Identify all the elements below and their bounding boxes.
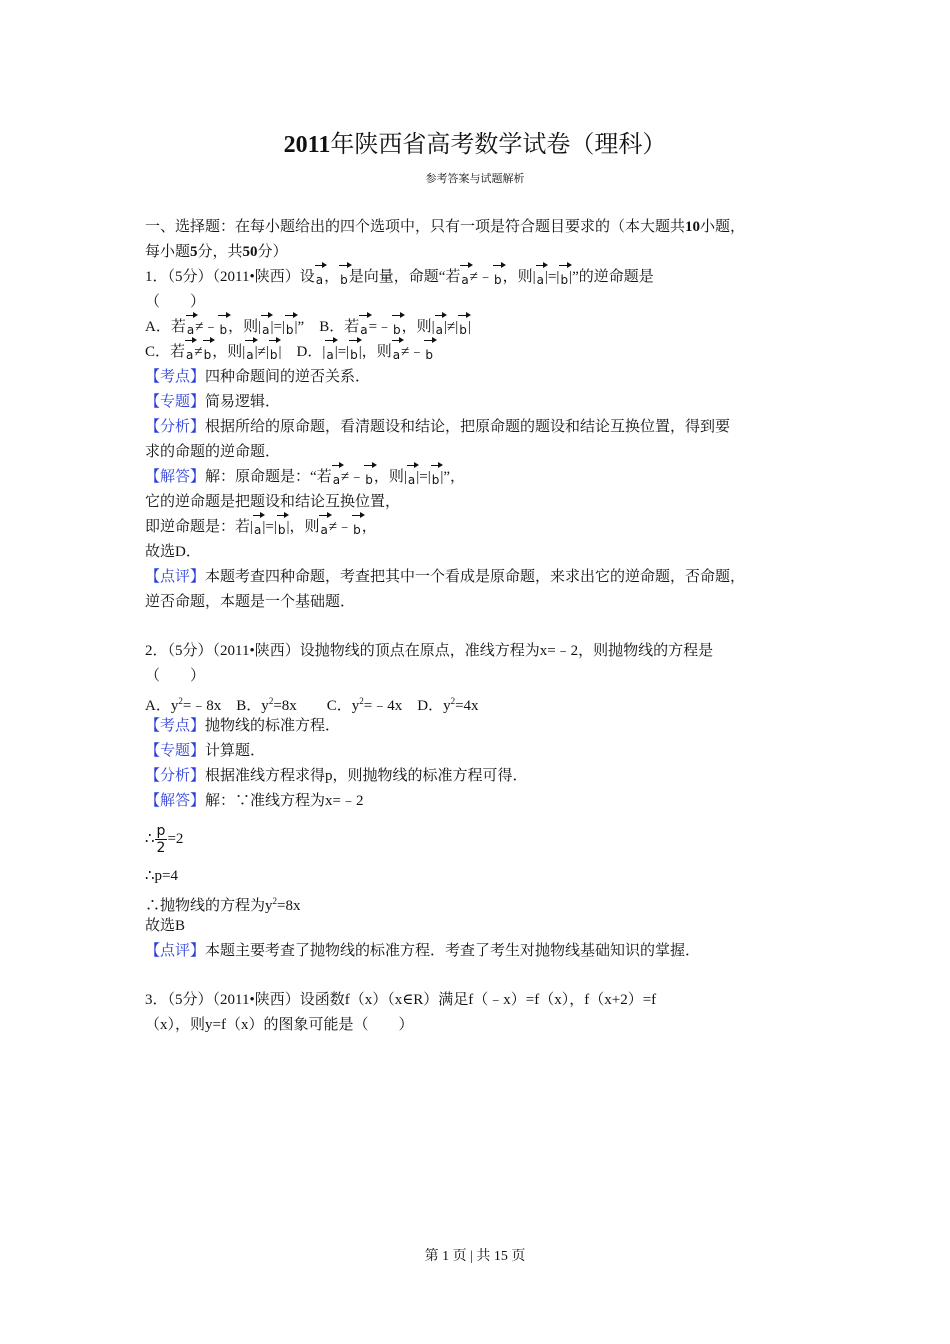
text-run: ，则| bbox=[212, 344, 246, 360]
text-run: （ ） bbox=[145, 294, 206, 310]
text-run: =﹣8x B．y bbox=[182, 698, 269, 714]
numerator: p bbox=[156, 823, 166, 840]
text-line bbox=[145, 914, 815, 939]
text-run: |=| bbox=[544, 269, 560, 285]
text-line bbox=[145, 764, 815, 789]
text-run: 小题， bbox=[700, 219, 746, 235]
text-run: |=| bbox=[262, 519, 277, 535]
superscript: 2 bbox=[178, 696, 183, 706]
text-run: =4x bbox=[455, 698, 479, 714]
text-run: |≠| bbox=[254, 344, 269, 360]
vector-symbol: a bbox=[536, 268, 545, 293]
vector-symbol: b bbox=[493, 268, 503, 293]
section-label: 【专题】 bbox=[145, 394, 206, 410]
text-line bbox=[145, 590, 815, 615]
text-run: 即逆命题是：若| bbox=[145, 519, 254, 535]
text-run: =2 bbox=[167, 831, 184, 847]
vector-symbol: b bbox=[424, 343, 434, 368]
bold-number: 50 bbox=[242, 244, 258, 260]
text-line bbox=[145, 889, 815, 914]
vector-symbol: b bbox=[392, 318, 402, 343]
text-run: ∴抛物线的方程为y bbox=[145, 898, 273, 914]
vector-symbol: a bbox=[319, 518, 328, 543]
text-line bbox=[145, 988, 815, 1013]
text-run: 是向量，命题“若 bbox=[348, 269, 461, 285]
vector-symbol: a bbox=[186, 318, 195, 343]
text-run: |”， bbox=[440, 469, 466, 485]
text-run: | bbox=[467, 319, 471, 335]
text-line bbox=[145, 240, 815, 265]
superscript: 2 bbox=[359, 696, 364, 706]
vector-symbol: a bbox=[460, 268, 469, 293]
document-body bbox=[145, 215, 815, 1038]
section-label: 【考点】 bbox=[145, 718, 206, 734]
text-run: 分） bbox=[257, 244, 288, 260]
vector-symbol: b bbox=[352, 518, 362, 543]
text-line bbox=[145, 340, 815, 365]
text-line bbox=[145, 689, 815, 714]
text-run: =﹣4x D．y bbox=[363, 698, 451, 714]
denominator: 2 bbox=[156, 840, 166, 857]
superscript: 2 bbox=[268, 696, 274, 706]
vector-symbol: b bbox=[339, 268, 349, 293]
text-run: =8x bbox=[277, 898, 301, 914]
text-run: |” B．若 bbox=[294, 319, 360, 335]
text-run: C．若 bbox=[145, 344, 186, 360]
text-run: ≠﹣ bbox=[341, 469, 365, 485]
text-run: A．y bbox=[145, 698, 179, 714]
text-run: 四种命题间的逆否关系． bbox=[205, 369, 371, 385]
text-run: 1．（5分）（2011•陕西）设 bbox=[145, 269, 315, 285]
text-run: ∴ bbox=[145, 831, 155, 847]
vector-symbol: a bbox=[392, 343, 401, 368]
vector-symbol: a bbox=[407, 468, 416, 493]
text-line bbox=[145, 639, 815, 664]
vector-symbol: b bbox=[458, 318, 468, 343]
vector-symbol: a bbox=[435, 318, 444, 343]
text-run: （ ） bbox=[145, 668, 206, 684]
text-line bbox=[145, 215, 815, 240]
text-run: 简易逻辑． bbox=[205, 394, 281, 410]
section-label: 【分析】 bbox=[145, 768, 206, 784]
vector-symbol: a bbox=[332, 468, 341, 493]
text-run: 分，共 bbox=[197, 244, 243, 260]
text-run: 每小题 bbox=[145, 244, 191, 260]
vector-symbol: a bbox=[359, 318, 368, 343]
text-run: |，则 bbox=[358, 344, 392, 360]
text-line bbox=[145, 490, 815, 515]
text-line bbox=[145, 440, 815, 465]
section-label: 【专题】 bbox=[145, 743, 206, 759]
text-run: =8x C．y bbox=[273, 698, 360, 714]
vector-symbol: b bbox=[277, 518, 287, 543]
vector-symbol: a bbox=[325, 343, 334, 368]
text-line bbox=[145, 864, 815, 889]
text-run: ≠﹣ bbox=[195, 319, 219, 335]
text-run: |”的逆命题是 bbox=[569, 269, 654, 285]
text-run: |=| bbox=[334, 344, 350, 360]
vector-symbol: a bbox=[261, 318, 270, 343]
section-label: 【点评】 bbox=[145, 569, 206, 585]
text-run: ，则| bbox=[502, 269, 536, 285]
vector-symbol: b bbox=[269, 343, 279, 368]
text-line bbox=[145, 964, 815, 988]
text-run: （x），则y=f（x）的图象可能是（ ） bbox=[145, 1017, 414, 1033]
text-run: | D．| bbox=[278, 344, 326, 360]
text-line bbox=[145, 315, 815, 340]
text-run: 抛物线的标准方程． bbox=[205, 718, 341, 734]
vector-symbol: a bbox=[185, 343, 194, 368]
text-line bbox=[145, 515, 815, 540]
text-line bbox=[145, 939, 815, 964]
text-run: 本题主要考查了抛物线的标准方程．考查了考生对抛物线基础知识的掌握． bbox=[205, 943, 701, 959]
text-run: ∴p=4 bbox=[145, 868, 179, 884]
text-run: =﹣ bbox=[368, 319, 393, 335]
text-run: |，则 bbox=[286, 519, 320, 535]
text-run: 一、选择题：在每小题给出的四个选项中，只有一项是符合题目要求的（本大题共 bbox=[145, 219, 686, 235]
text-run: 2．（5分）（2011•陕西）设抛物线的顶点在原点，准线方程为x=﹣2，则抛物线的方程是 bbox=[145, 643, 714, 659]
text-run: 根据准线方程求得p，则抛物线的标准方程可得． bbox=[205, 768, 528, 784]
text-line bbox=[145, 565, 815, 590]
vector-symbol: b bbox=[218, 318, 228, 343]
text-line bbox=[145, 615, 815, 639]
vector-symbol: b bbox=[349, 343, 359, 368]
text-line bbox=[145, 265, 815, 290]
text-run: 故选B bbox=[145, 918, 186, 934]
text-run: 它的逆命题是把题设和结论互换位置， bbox=[145, 494, 401, 510]
vector-symbol: b bbox=[559, 268, 569, 293]
text-line bbox=[145, 290, 815, 315]
text-run: 3．（5分）（2011•陕西）设函数f（x）（x∈R）满足f（﹣x）=f（x），f（x+2）=f bbox=[145, 992, 657, 1008]
vector-symbol: a bbox=[315, 268, 324, 293]
text-run: 本题考查四种命题，考查把其中一个看成是原命题，来求出它的逆命题，否命题， bbox=[205, 569, 746, 585]
superscript: 2 bbox=[272, 896, 278, 906]
vector-symbol: b bbox=[431, 468, 441, 493]
text-run: ，则| bbox=[373, 469, 407, 485]
text-run: ≠﹣ bbox=[401, 344, 425, 360]
page-footer: 第 1 页 | 共 15 页 bbox=[424, 1249, 526, 1264]
vector-symbol: a bbox=[253, 518, 262, 543]
bold-number: 10 bbox=[685, 219, 701, 235]
text-run: 根据所给的原命题，看清题设和结论，把原命题的题设和结论互换位置，得到要 bbox=[205, 419, 731, 435]
text-run: ≠ bbox=[194, 344, 203, 360]
text-line bbox=[145, 814, 815, 864]
text-run: |≠| bbox=[444, 319, 459, 335]
text-line bbox=[145, 415, 815, 440]
text-run: |=| bbox=[416, 469, 431, 485]
superscript: 2 bbox=[450, 696, 456, 706]
vector-symbol: a bbox=[245, 343, 254, 368]
section-label: 【解答】 bbox=[145, 469, 206, 485]
vector-symbol: b bbox=[285, 318, 295, 343]
text-run: ，则| bbox=[228, 319, 262, 335]
title-text: 年陕西省高考数学试卷（理科） bbox=[330, 132, 667, 158]
section-label: 【分析】 bbox=[145, 419, 206, 435]
text-run: ， bbox=[324, 269, 340, 285]
section-label: 【考点】 bbox=[145, 369, 206, 385]
section-label: 【点评】 bbox=[145, 943, 206, 959]
text-run: 计算题． bbox=[205, 743, 266, 759]
text-run: 求的命题的逆命题． bbox=[145, 444, 281, 460]
text-run: A．若 bbox=[145, 319, 186, 335]
text-line bbox=[145, 365, 815, 390]
title-year: 2011 bbox=[283, 132, 331, 158]
page-subtitle: 参考答案与试题解析 bbox=[425, 173, 525, 185]
text-run: 逆否命题，本题是一个基础题． bbox=[145, 594, 356, 610]
text-line bbox=[145, 390, 815, 415]
text-line bbox=[145, 739, 815, 764]
text-run: ， bbox=[361, 519, 377, 535]
text-line bbox=[145, 1013, 815, 1038]
text-line bbox=[145, 789, 815, 814]
text-line bbox=[145, 465, 815, 490]
section-label: 【解答】 bbox=[145, 793, 206, 809]
text-line bbox=[145, 664, 815, 689]
text-run: ≠﹣ bbox=[328, 519, 353, 535]
text-run: ≠﹣ bbox=[469, 269, 493, 285]
page-title bbox=[0, 124, 950, 159]
text-run: ，则| bbox=[401, 319, 435, 335]
text-line bbox=[145, 540, 815, 565]
text-run: |=| bbox=[270, 319, 285, 335]
vector-symbol: b bbox=[203, 343, 213, 368]
text-run: 解：原命题是：“若 bbox=[205, 469, 332, 485]
bold-number: 5 bbox=[190, 244, 198, 260]
text-run: 解：∵准线方程为x=﹣2 bbox=[205, 793, 364, 809]
fraction bbox=[155, 823, 168, 856]
text-line bbox=[145, 714, 815, 739]
text-run: 故选D． bbox=[145, 544, 201, 560]
vector-symbol: b bbox=[364, 468, 374, 493]
